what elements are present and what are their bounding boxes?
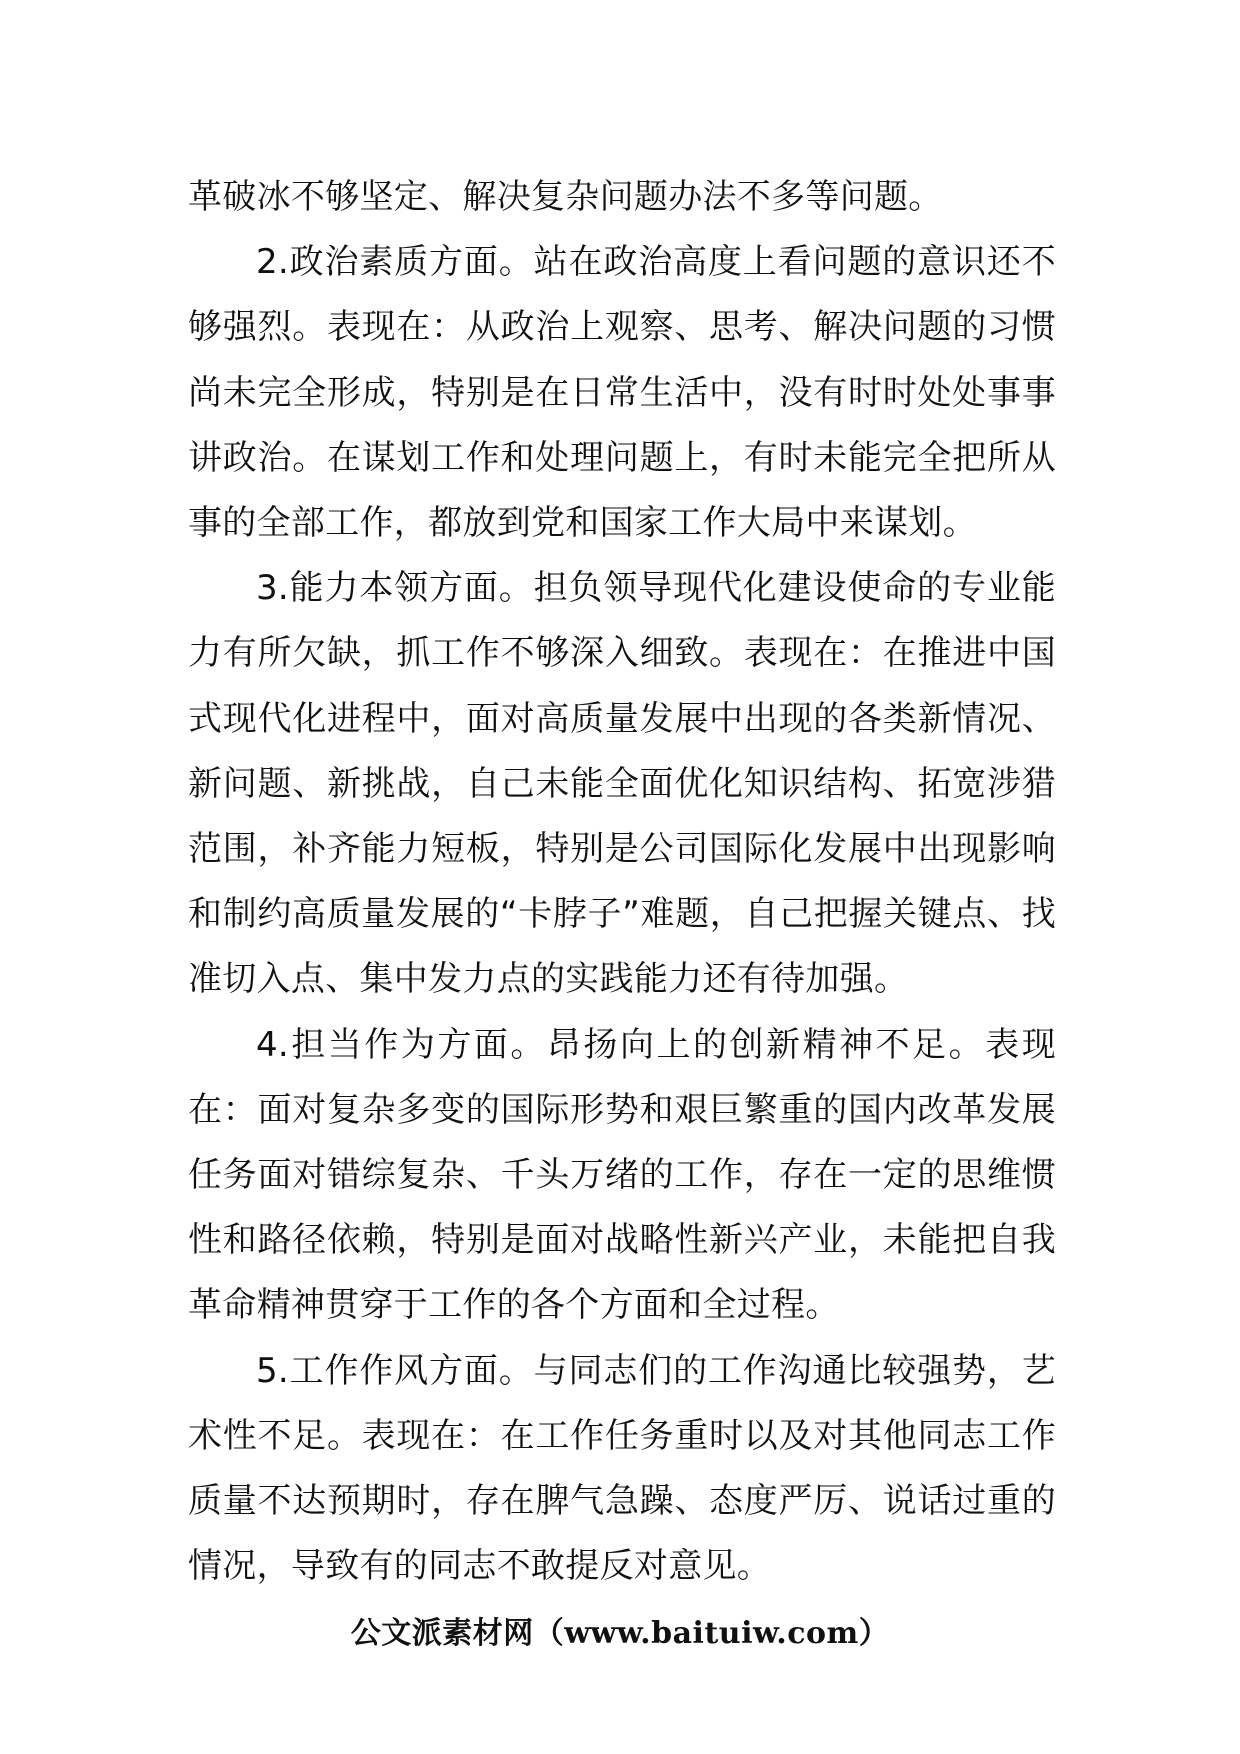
document-body [188, 165, 1056, 1599]
paragraph-work-style: 5.工作作风方面。与同志们的工作沟通比较强势，艺术性不足。表现在：在工作任务重时以及对其他同志工作质量不达预期时，存在脾气急躁、态度严厉、说话过重的情况，导致有的同志不敢提反对意见。 [188, 1350, 1056, 1587]
paragraph-ability: 3.能力本领方面。担负领导现代化建设使命的专业能力有所欠缺，抓工作不够深入细致。表现在：在推进中国式现代化进程中，面对高质量发展中出现的各类新情况、新问题、新挑战，自己未能全面优化知识结构、拓宽涉猎范围，补齐能力短板，特别是公司国际化发展中出现影响和制约高质量发展的“卡脖子”难题，自己把握关键点、找准切入点、集中发力点的实践能力还有待加强。 [188, 568, 1056, 1000]
paragraph-continuation: 革破冰不够坚定、解决复杂问题办法不多等问题。 [188, 177, 943, 217]
footer-watermark: 公文派素材网（www.baituiw.com） [350, 1616, 890, 1651]
paragraph-responsibility: 4.担当作为方面。昂扬向上的创新精神不足。表现在：面对复杂多变的国际形势和艰巨繁重的国内改革发展任务面对错综复杂、千头万绪的工作，存在一定的思维惯性和路径依赖，特别是面对战略性新兴产业，未能把自我革命精神贯穿于工作的各个方面和全过程。 [188, 1024, 1056, 1326]
paragraph-political-quality: 2.政治素质方面。站在政治高度上看问题的意识还不够强烈。表现在：从政治上观察、思考、解决问题的习惯尚未完全形成，特别是在日常生活中，没有时时处处事事讲政治。在谋划工作和处理问题上，有时未能完全把所从事的全部工作，都放到党和国家工作大局中来谋划。 [188, 242, 1056, 544]
